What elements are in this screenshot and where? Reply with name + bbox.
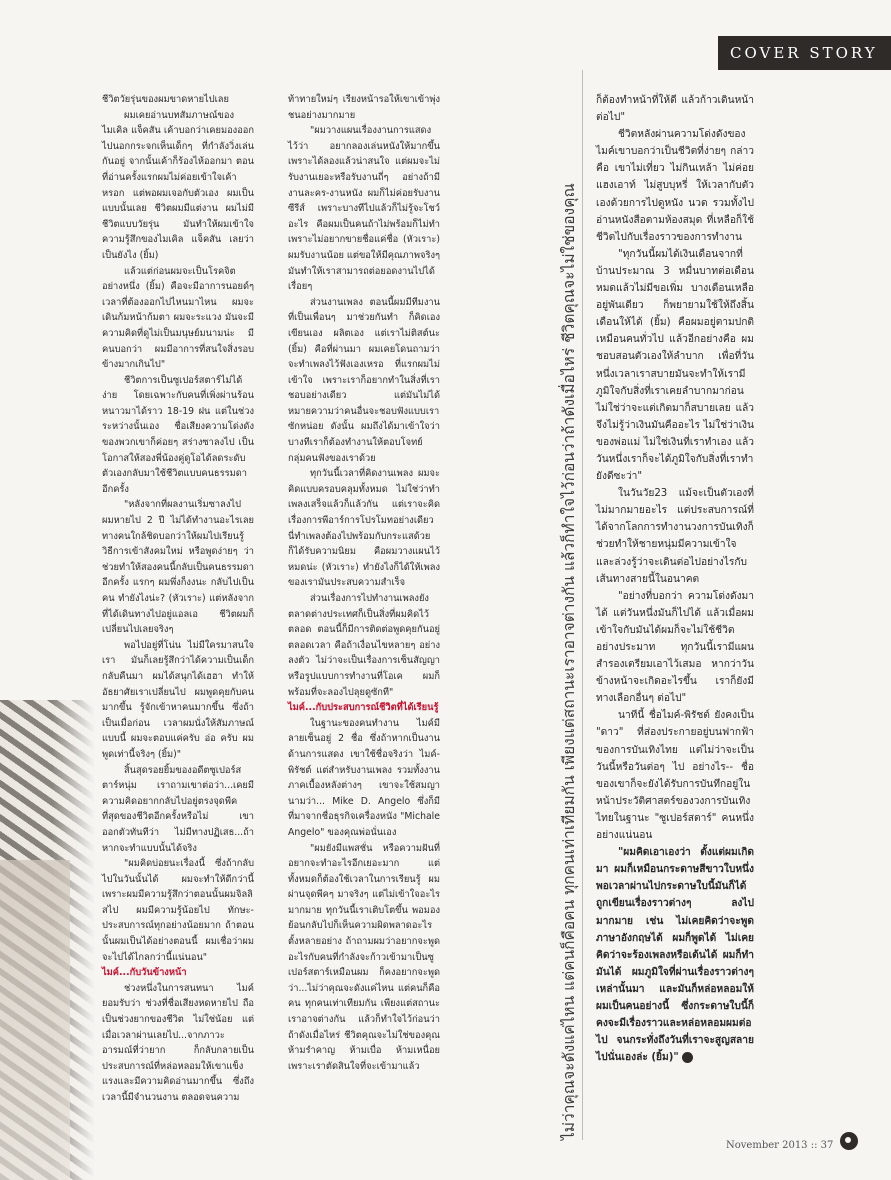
paragraph: "ผมยังมีแพสชั่น หรือความฝันที่อยากจะทำอะไรอีกเยอะมาก แต่ทั้งหมดก็ต้องใช้เวลาในการเรียนรู้ ผมผ่านจุดพีคๆ มาจริงๆ แต่ไม่เข้าใจอะไรมากมาย ทุกวันนี้เราเติบโตขึ้น พอมองย้อนกลับไปก็เห็นความผิดพลาดอะไรตั้งหลายอย่าง ถ้าถามผมว่าอยากจะพูดอะไรกับคนที่กำลังจะก้าวเข้ามาเป็นซูเปอร์สตาร์เหมือนผม ก็คงอยากจะพูดว่า...ไม่ว่าคุณจะดังแค่ไหน แต่คนก็คือคน ทุกคนเท่าเทียมกัน เพียงแต่สถานะเราอาจต่างกัน แล้วก็ทำใจไว้ก่อนว่าถ้าดังเมื่อไหร่ ชีวิตคุณจะไม่ใช่ของคุณ ห้ามรำคาญ ห้ามเบื่อ ห้ามเหนื่อย เพราะเราตัดสินใจที่จะเข้ามาแล้ว bbox=[288, 842, 440, 1072]
paragraph: นาทีนี้ ชื่อไมค์-พิรัชต์ ยังคงเป็น "ดาว" ที่ส่องประกายอยู่บนฟากฟ้าของการบันเทิงไทย แต่ไม่ว่าจะเป็นวันนี้หรือวันต่อๆ ไป อย่างไร-- ชื่อของเขาก็จะยังได้รับการบันทึกอยู่ในหน้าประวัติศาสตร์ของวงการบันเทิงไทยในฐานะ "ซูเปอร์สตาร์" คนหนึ่งอย่างแน่นอน bbox=[596, 710, 754, 842]
column-divider bbox=[582, 70, 583, 1140]
page-folio: November 2013 :: 37 bbox=[726, 1140, 834, 1151]
paragraph: ทุกวันนี้เวลาที่คิดงานเพลง ผมจะคิดแบบครอบคลุมทั้งหมด ไม่ใช่ว่าทำเพลงเสร็จแล้วก็แล้วกัน แต่เราจะคิดเรื่องการพีอาร์การโปรโมทอย่างเดียวนี่ทำเพลงต้องไปพร้อมกับกระแสด้วยก็ได้รับความนิยม คือผมวางแผนไว้หมดน่ะ (หัวเราะ) ทำยังไงก็ได้ให้เพลงของเรามันประสบความสำเร็จ bbox=[288, 468, 440, 589]
cover-photo-shadow bbox=[0, 860, 70, 1180]
end-mark-icon bbox=[682, 1052, 693, 1063]
vertical-pull-quote: ไม่ว่าคุณจะดังแค่ไหน แต่คนก็คือคน ทุกคนเท่าเทียมกัน เพียงแต่สถานะเราอาจต่างกัน แล้วก็ทำใจไว้ก่อนว่าถ้าดังเมื่อไหร่ ชีวิตคุณจะไม่ใช่ของคุณ bbox=[560, 183, 578, 1140]
paragraph: ในฐานะของคนทำงาน ไมค์มีลายเซ็นอยู่ 2 ชื่อ ซึ่งถ้าหากเป็นงานด้านการแสดง เขาใช้ชื่อจริงว่า ไมค์-พิรัชต์ แต่สำหรับงานเพลง รวมทั้งงานภาคเบื้องหลังต่างๆ เขาจะใช้สมญานามว่า... Mike D. Angelo ซึ่งก็มีที่มาจากชื่อธุรกิจเครื่องหนัง "Michale Angelo" ของคุณพ่อนั่นเอง bbox=[288, 717, 440, 838]
paragraph: สิ้นสุดรอยยิ้มของอดีตซูเปอร์สตาร์หนุ่ม เราถามเขาต่อว่า...เคยมีความคิดอยากกลับไปอยู่ตรงจุดพีคที่สุดของชีวิตอีกครั้งหรือไม่ เขาออกตัวทันทีว่า ไม่มีทางปฏิเสธ...ถ้าหากจะทำแบบนั้นได้จริง bbox=[102, 764, 254, 854]
section-heading: ไมค์...กับประสบการณ์ชีวิตที่ได้เรียนรู้ bbox=[288, 702, 439, 714]
paragraph: ช่วงหนึ่งในการสนทนา ไมค์ยอมรับว่า ช่วงที่ชื่อเสียงหดหายไป ถือเป็นช่วงยากของชีวิต ไม่ใช่น้อย แต่เมื่อเวลาผ่านเลยไป...จากภาวะอารมณ์ที่ว่ายาก ก็กลับกลายเป็นประสบการณ์ที่หล่อหลอมให้เขาแข็งแรงและมีความคิดอ่านมากขึ้น ซึ่งถึงเวลานี้มีจำนวนงาน ตลอดจนความ bbox=[102, 982, 254, 1103]
article-column-1 bbox=[102, 92, 254, 1106]
paragraph: แล้วแต่ก่อนผมจะเป็นโรคจิตอย่างหนึ่ง (ยิ้ม) คือจะมีอาการนอยด์ๆ เวลาที่ต้องออกไปไหนมาไหน ผมจะเดินก้มหน้าก้มตา ผมจะระแวง มันจะมีความคิดที่ดูไม่เป็นมนุษย์มนามน่ะ มีคนบอกว่า ผมมีอาการที่สนใจสิ่งรอบข้างมากเกินไป" bbox=[102, 265, 254, 371]
magazine-logo-icon bbox=[840, 1132, 858, 1150]
paragraph: ชีวิตหลังผ่านความโด่งดังของไมค์เขาบอกว่าเป็นชีวิตที่ง่ายๆ กล่าวคือ เขาไม่เที่ยว ไม่กินเหล้า ไม่ค่อยแฮงเอาท์ ไม่สูบบุหรี่ ให้เวลากับตัวเองด้วยการไปดูหนัง นวด รวมทั้งไปอ่านหนังสือตามห้องสมุด ที่เหลือก็ใช้ชีวิตไปกับเรื่องราวของการทำงาน bbox=[596, 129, 754, 243]
paragraph: ชีวิตการเป็นซูเปอร์สตาร์ไม่ได้ง่าย โดยเฉพาะกับคนที่เพิ่งผ่านร้อนหนาวมาได้ราว 18-19 ฝน แต่ในช่วงระหว่างนั้นเอง ชื่อเสียงความโด่งดังของพวกเขาก็ค่อยๆ สร่างซาลงไป เป็นโอกาสให้สองพี่น้องคู่ดูโอได้ลดระดับตัวเองกลับมาใช้ชีวิตแบบคนธรรมดาอีกครั้ง bbox=[102, 374, 254, 495]
section-heading: ไมค์...กับวันข้างหน้า bbox=[102, 967, 187, 979]
paragraph: ส่วนงานเพลง ตอนนี้ผมมีทีมงานที่เป็นเพื่อนๆ มาช่วยกันทำ ก็คิดเอง เขียนเอง ผลิตเอง แต่เราไม่ติสต์นะ (ยิ้ม) คือที่ผ่านมา ผมเคยโดนถามว่า จะทำเพลงไว้ฟังเองเหรอ ที่แรกผมไม่เข้าใจ เพราะเราก็อยากทำในสิ่งที่เราชอบอย่างเดียว แต่มันไม่ได้หมายความว่าคนอื่นจะชอบฟังแบบเราซักหน่อย ดังนั้น ผมถึงได้มาเข้าใจว่า บางทีเราก็ต้องทำงานให้ตอบโจทย์กลุ่มคนฟังของเราด้วย bbox=[288, 296, 440, 464]
paragraph: "อย่างที่บอกว่า ความโด่งดังมาได้ แต่วันหนึ่งมันก็ไปได้ แล้วเมื่อผมเข้าใจกับมันได้ผมก็จะไม่ใช้ชีวิตอย่างประมาท ทุกวันนี้เรามีแผนสำรองเตรียมเอาไว้เสมอ หากว่าวันข้างหน้าจะเกิดอะไรขึ้น เราก็ยังมีทางเลือกอื่นๆ ต่อไป" bbox=[596, 590, 754, 705]
paragraph: "หลังจากที่ผลงานเริ่มซาลงไป ผมหายไป 2 ปี ไม่ได้ทำงานอะไรเลย ทางคนใกล้ชิดบอกว่าให้ผมไปเรียนรู้วิธีการเข้าสังคมใหม่ หรือพูดง่ายๆ ว่าช่วยทำให้สองคนนี้กลับเป็นคนธรรมดาอีกครั้ง แรกๆ ผมพึ่งก็งงนะ กลับไปเป็นคน ทำยังไงน่ะ? (หัวเราะ) แต่หลังจากที่ได้เดินทางไปอยู่แอลเอ ชีวิตผมก็เปลี่ยนไปเลยจริงๆ bbox=[102, 499, 255, 636]
article-column-3 bbox=[596, 92, 754, 1066]
section-banner: COVER STORY bbox=[718, 36, 891, 70]
paragraph: พอไปอยู่ที่โน่น ไม่มีใครมาสนใจเรา มันก็เลยรู้สึกว่าได้ความเป็นเด็กกลับคืนมา ผมได้สนุกได้เฮฮา ทำให้อัธยาศัยเราเปลี่ยนไป ผมพูดคุยกับคนมากขึ้น รู้จักเข้าหาคนมากขึ้น ซึ่งถ้าเป็นเมื่อก่อน เวลาผมนั่งให้สัมภาษณ์แบบนี้ ผมจะตอบแค่ครับ อ่อ ครับ ผมพูดเท่านี้จริงๆ (ยิ้ม)" bbox=[102, 639, 254, 760]
paragraph: "ผมวางแผนเรื่องงานการแสดงไว้ว่า อยากลองเล่นหนังให้มากขึ้น เพราะได้ลองแล้วน่าสนใจ แต่ผมจะไม่รับงานเยอะหรือรับงานถี่ๆ อย่างถ้ามีงานละคร-งานหนัง ผมก็ไม่ค่อยรับงานซีรีส์ เพราะบางทีไปแล้วก็ไม่รู้จะโชว์อะไร คือผมเป็นคนถ้าไม่พร้อมก็ไม่ทำ เพราะไม่อยากขายชื่อแค่ชื่อ (หัวเราะ) ผมรับงานน้อย แต่ขอให้มีคุณภาพจริงๆ มันทำให้เราสามารถต่อยอดงานไปได้เรื่อยๆ bbox=[288, 125, 440, 293]
paragraph: "ผมคิดบ่อยนะเรื่องนี้ ซึ่งถ้ากลับไปในวันนั้นได้ ผมจะทำให้ดีกว่านี้ เพราะผมมีความรู้สึกว่าตอนนั้นผมจิลลิสไป ผมมีความรู้น้อยไป ทักษะ-ประสบการณ์ทุกอย่างน้อยมาก ถ้าตอนนั้นผมเป็นได้อย่างตอนนี้ ผมเชื่อว่าผมจะไปได้ไกลกว่านี้แน่นอน" bbox=[102, 858, 254, 963]
paragraph: ท้าทายใหม่ๆ เรียงหน้ารอให้เขาเข้าพุ่งชนอย่างมากมาย bbox=[288, 94, 440, 121]
paragraph: ชีวิตวัยรุ่นของผมขาดหายไปเลย bbox=[102, 94, 229, 105]
paragraph: ในวันวัย23 แม้จะเป็นตัวเองที่ไม่มากมายอะไร แต่ประสบการณ์ที่ได้จากโลกการทำงานวงการบันเทิงก็ช่วยทำให้ชายหนุ่มมีความเข้าใจและล่วงรู้ว่าจะเดินต่อไปอย่างไรกับเส้นทางสายนี้ในอนาคต bbox=[596, 488, 754, 585]
paragraph: ก็ต้องทำหน้าที่ให้ดี แล้วก้าวเดินหน้าต่อไป" bbox=[596, 95, 754, 124]
closing-quote-text: "ผมคิดเอาเองว่า ตั้งแต่ผมเกิดมา ผมก็เหมือนกระดาษสีขาวใบหนึ่ง พอเวลาผ่านไปกระดาษใบนี้มันก็ได้ถูกเขียนเรื่องราวต่างๆ ลงไปมากมาย เช่น ไม่เคยคิดว่าจะพูดภาษาอังกฤษได้ ผมก็พูดได้ ไม่เคยคิดว่าจะร้องเพลงหรือเต้นได้ ผมก็ทำมันได้ ผมภูมิใจที่ผ่านเรื่องราวต่างๆ เหล่านั้นมา และมันก็หล่อหลอมให้ผมเป็นคนอย่างนี้ ซึ่งกระดาษใบนี้ก็คงจะมีเรื่องราวและหล่อหลอมผมต่อไป จนกระทั่งถึงวันที่เราจะสูญสลายไปนั่นเองล่ะ (ยิ้ม)" bbox=[596, 847, 754, 1064]
paragraph: ผมเคยอ่านบทสัมภาษณ์ของไมเคิล แจ็คสัน เค้าบอกว่าเคยมองออกไปนอกกระจกเห็นเด็กๆ ที่กำลังวิ่งเล่นกันอยู่ จากนั้นเค้าก็ร้องไห้ออกมา ตอนที่อ่านครั้งแรกผมไม่ค่อยเข้าใจเค้าหรอก แต่พอผมเจอกับตัวเอง ผมเป็นแบบนั้นเลย ชีวิตผมมีแต่งาน ผมไม่มีชีวิตแบบวัยรุ่น มันทำให้ผมเข้าใจความรู้สึกของไมเคิล แจ็คสัน เลยว่าเป็นยังไง (ยิ้ม) bbox=[102, 109, 254, 261]
article-column-2 bbox=[288, 92, 440, 1074]
paragraph: "ทุกวันนี้ผมได้เงินเดือนจากที่บ้านประมาณ 3 หมื่นบาทต่อเดือน หมดแล้วไม่มีขอเพิ่ม บางเดือนเหลืออยู่พันเดียว ก็พยายามใช้ให้ถึงสิ้นเดือนให้ได้ (ยิ้ม) คือผมอยู่ตามปกติเหมือนคนทั่วไป แล้วอีกอย่างคือ ผมชอบสอนตัวเองให้ลำบาก เพื่อที่วันหนึ่งเวลาเราสบายมันจะทำให้เรามีภูมิใจกับสิ่งที่เราเคยลำบากมาก่อน ไม่ใช่ว่าจะแต่เกิดมาก็สบายเลย แล้วจึงไม่รู้ว่าเงินมันคืออะไร ไม่ใช่ว่าเงินของพ่อแม่ ไม่ใช่เงินที่เราทำเอง แล้ววันหนึ่งเราก็จะได้ภูมิใจกับสิ่งที่เราทำยังดีซะว่า" bbox=[596, 248, 754, 483]
paragraph: ส่วนเรื่องการไปทำงานเพลงยังตลาดต่างประเทศก็เป็นสิ่งที่ผมคิดไว้ตลอด ตอนนี้ก็มีการติดต่อพูดคุยกันอยู่ตลอดเวลา คือถ้าเงื่อนไขหลายๆ อย่างลงตัว ไม่ว่าจะเป็นเรื่องการเซ็นสัญญาหรือรูปแบบการทำงานที่โอเค ผมก็พร้อมที่จะลองไปลุยดูซักที" bbox=[288, 593, 440, 698]
closing-quote bbox=[596, 844, 754, 1066]
